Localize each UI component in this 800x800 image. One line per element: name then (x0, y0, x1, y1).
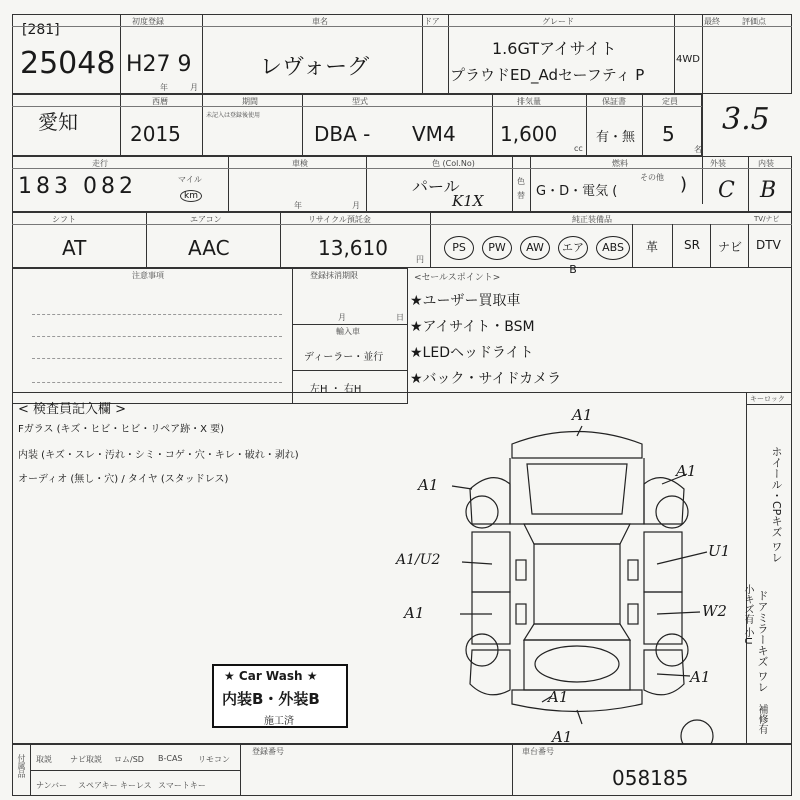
score-small-label: 最終 (704, 17, 720, 26)
hood (527, 464, 627, 514)
equip-sunroof: SR (684, 238, 700, 252)
mark-front-bumper: A1 (572, 406, 593, 424)
side-note-2: ドアミラーキズ ワレ (756, 590, 769, 693)
equip-dtv: DTV (756, 238, 781, 252)
warranty: 有・無 (596, 130, 636, 145)
lot-number: 25048 (20, 46, 116, 81)
equip-pw: PW (482, 236, 512, 260)
roof (534, 544, 620, 624)
lot-small: [281] (22, 22, 60, 38)
dealer: ディーラー・並行 (304, 352, 384, 363)
score-value: 3.5 (722, 102, 770, 137)
sales-point-3: ★LEDヘッドライト (410, 345, 534, 361)
windshield (524, 524, 630, 544)
model-year: 2015 (130, 122, 181, 146)
row4 (12, 212, 792, 268)
equip-navi: ナビ (718, 240, 743, 254)
mark-front-right-fender: A1 (676, 462, 697, 480)
stamp-mid: 内装B・外装B (222, 690, 320, 708)
sales-point-2: ★アイサイト・BSM (410, 319, 535, 335)
color-code: K1X (452, 192, 484, 210)
displacement: 1,600 (500, 122, 558, 146)
grade-line2: プラウドED_Adセーフティ P (450, 66, 645, 84)
side-note-1: ホイール・CPキズ ワレ (770, 446, 783, 563)
rear-left-fender (470, 650, 510, 695)
sales-point-1: ★ユーザー買取車 (410, 293, 521, 309)
sales-point-4: ★バック・サイドカメラ (410, 371, 562, 387)
air-conditioning: AAC (188, 236, 230, 260)
key-label: キーロック (750, 395, 785, 403)
car-name: レヴォーグ (260, 55, 370, 80)
chassis-number: 058185 (612, 766, 689, 790)
car-name-label: 車名 (312, 17, 328, 26)
equip-aw: AW (520, 236, 550, 260)
rear-window (524, 624, 630, 640)
rear-bumper (512, 690, 642, 712)
exterior-grade: C (718, 178, 735, 203)
interior-grade: B (760, 178, 777, 203)
mark-trunk: A1 (548, 688, 569, 706)
mark-rear-right-fender: A1 (690, 668, 711, 686)
mark-rear-right-door: W2 (702, 602, 727, 620)
auction-sheet: [281] 25048 初度登録 H27 9 年 月 車名 レヴォーグ ドア グレード 1.6GTアイサイト プラウドED_Adセーフティ P 4WD 最終 評価点 3.5 愛知 西暦 2015 期間 未記入は登録後使用 型式 DBA - VM4 排気量 1,600 cc 保証書 有・無 定員 5 名 走行 183 082 マイル km 車検 年 月 色 (Col.No) パール K1X 色 替 燃料 G・D・電気 ( その他 ) 外装 C 内装 B シフト AT エアコン AAC リサイクル預託金 13,610 円 純正装備品 TV/ナビ PS PW AW エアB ABS 革 SR ナビ DTV 注意事項 登録抹消期限 月 日 輸入車 ディーラー・並行 左H ・ 右H <セールスポイント> ★ユーザー買取車 ★アイサイト・BSM ★LEDヘッドライト ★バック・サイドカメラ < 検査員記入欄 > Fガラス (キズ・ヒビ・ヒビ・リペア跡・X 要) 内装 (キズ・スレ・汚れ・シミ・コゲ・穴・キレ・破れ・剥れ) オーディオ (無し・穴) / タイヤ (スタッドレス) ★ Car Wash ★ 内装B・外装B 施工済 A1 A1 A1 A1/U2 U1 A1 W2 A1 A1 A1 キーロック ホイール・CPキズ ワレ ドアミラーキズ ワレ 小キズ有 小U 補修有 付属品 取説 ナビ取説 ロム/SD B-CAS リモコン ナンバー スペアキー キーレス スマートキー 登録番号 車台番号 058185 (12, 14, 792, 796)
first-reg: H27 9 (126, 52, 192, 77)
front-right-fender (644, 478, 684, 524)
mark-rear-left-door: A1 (404, 604, 425, 622)
recycle-fee: 13,610 (318, 236, 388, 260)
inspector-line3: オーディオ (無し・穴) / タイヤ (スタッドレス) (18, 474, 229, 485)
mark-rear-bumper: A1 (552, 728, 573, 746)
mark-front-left-door: A1/U2 (396, 552, 441, 568)
inspector-title: < 検査員記入欄 > (18, 402, 127, 417)
side-note-3: 小キズ有 小U (742, 584, 753, 645)
color: パール (412, 177, 460, 196)
mark-front-left-fender: A1 (418, 476, 439, 494)
front-left-door (472, 532, 510, 592)
drive-type: 4WD (676, 54, 700, 65)
grade-label: グレード (542, 17, 574, 26)
equip-airbag: エアB (558, 236, 588, 260)
model-prefix: DBA - (314, 122, 371, 146)
inspector-line2: 内装 (キズ・スレ・汚れ・シミ・コゲ・穴・キレ・破れ・剥れ) (18, 450, 299, 461)
stamp-bot: 施工済 (264, 716, 294, 727)
mark-front-right-door: U1 (708, 542, 731, 560)
stamp-top: ★ Car Wash ★ (224, 669, 318, 683)
fuel: G・D・電気 ( (536, 184, 618, 199)
grade-line1: 1.6GTアイサイト (492, 39, 617, 58)
mileage: 183 082 (18, 174, 137, 199)
spare-tire (681, 720, 713, 744)
model-code: VM4 (412, 122, 456, 146)
equip-leather: 革 (646, 240, 659, 254)
region: 愛知 (38, 110, 78, 134)
score-label: 評価点 (742, 17, 766, 26)
first-reg-label: 初度登録 (132, 17, 164, 26)
doors-label: ドア (424, 17, 440, 26)
handle: 左H ・ 右H (310, 384, 362, 395)
side-note-4: 補修有 (756, 704, 767, 734)
inspector-line1: Fガラス (キズ・ヒビ・ヒビ・リペア跡・X 要) (18, 424, 225, 435)
rear-right-fender (644, 650, 684, 695)
equip-ps: PS (444, 236, 474, 260)
front-left-fender (470, 478, 510, 524)
seats: 5 (662, 122, 675, 146)
shift: AT (62, 236, 87, 260)
equip-abs: ABS (596, 236, 630, 260)
